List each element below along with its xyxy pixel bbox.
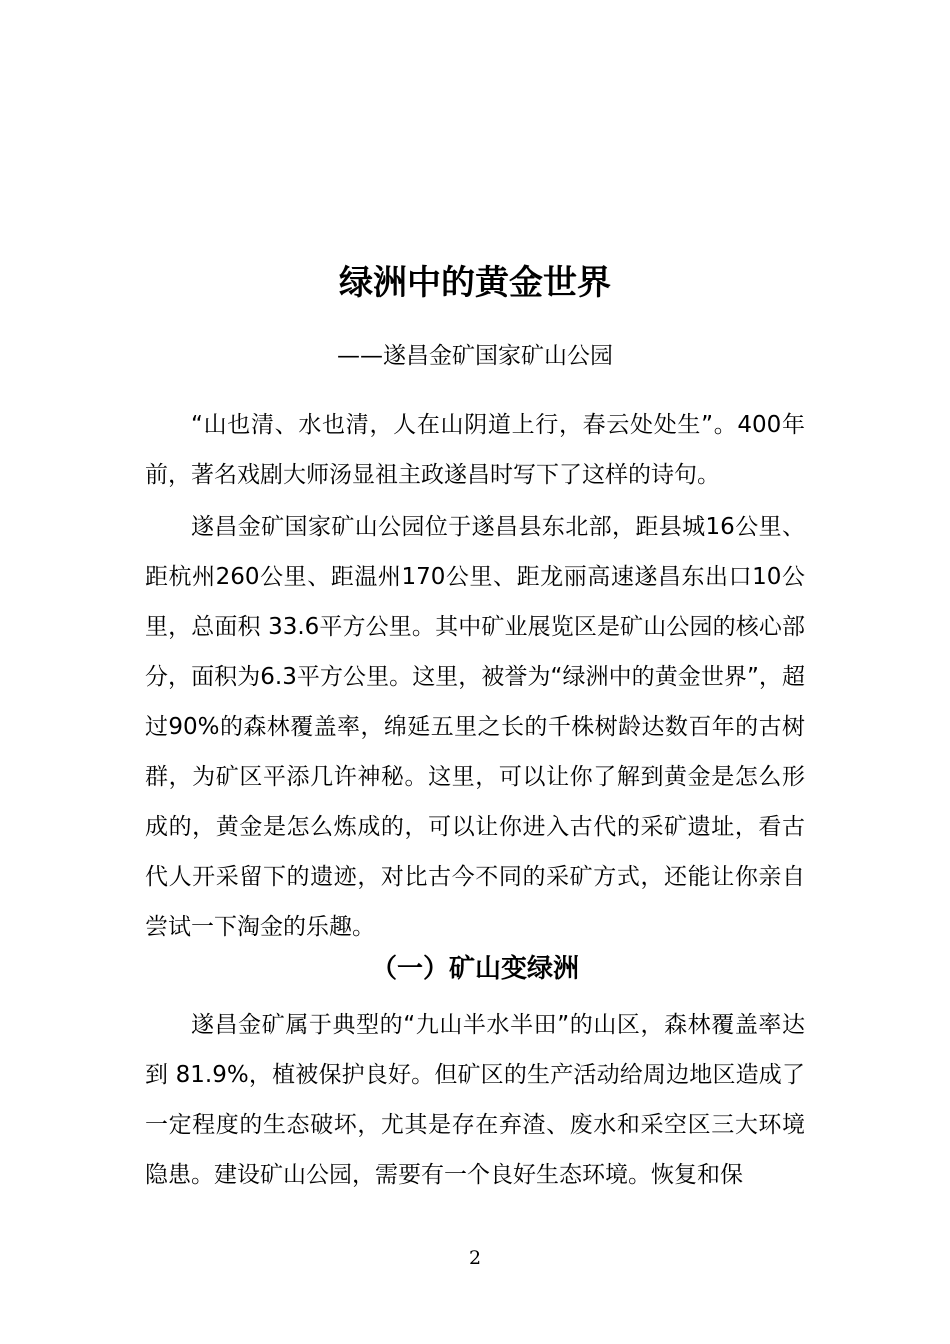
body-paragraph: 遂昌金矿国家矿山公园位于遂昌县东北部，距县城16公里、距杭州260公里、距温州170公里、距龙丽高速遂昌东出口10公里，总面积 33.6平方公里。其中矿业展览区是矿山公园的核心部分，面积为6.3平方公里。这里，被誉为“绿洲中的黄金世界”，超过90%的森林覆盖率，绵延五里之长的千株树龄达数百年的古树群，为矿区平添几许神秘。这里，可以让你了解到黄金是怎么形成的，黄金是怎么炼成的，可以让你进入古代的采矿遗址，看古代人开采留下的遗迹，对比古今不同的采矿方式，还能让你亲自尝试一下淘金的乐趣。 <box>145 514 805 940</box>
body-paragraph: 遂昌金矿属于典型的“九山半水半田”的山区，森林覆盖率达到 81.9%，植被保护良好。但矿区的生产活动给周边地区造成了一定程度的生态破坏，尤其是存在弃渣、废水和采空区三大环境隐患。建设矿山公园，需要有一个良好生态环境。恢复和保 <box>145 1012 805 1188</box>
section-heading: （一）矿山变绿洲 <box>370 954 579 984</box>
body-paragraph: “山也清、水也清，人在山阴道上行，春云处处生”。400年前，著名戏剧大师汤显祖主政遂昌时写下了这样的诗句。 <box>145 412 805 488</box>
document-title: 绿洲中的黄金世界 <box>339 263 611 303</box>
document-subtitle: ——遂昌金矿国家矿山公园 <box>337 343 613 369</box>
page-number: 2 <box>468 1247 482 1269</box>
